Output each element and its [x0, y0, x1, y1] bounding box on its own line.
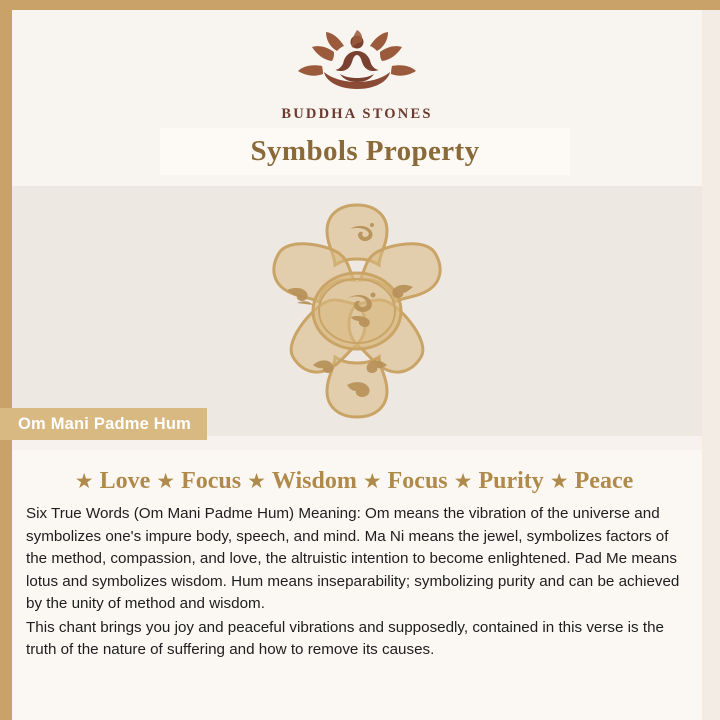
star-icon: ★ — [156, 470, 176, 493]
symbol-label-tab — [0, 408, 207, 440]
description-paragraph: Six True Words (Om Mani Padme Hum) Meaning: Om means the vibration of the universe and symbolizes one's impure body, speech, and mind. Ma Ni means the jewel, symbolizes factors of the method, compassion, and love, the altruistic intention to become enlightened. Pad Me means lotus and symbolizes wisdom. Hum means inseparability; symbolizing purity and can be achieved by the unity of method and wisdom. — [26, 505, 680, 612]
keyword-item: Love — [99, 468, 151, 494]
page-title: Symbols Property — [250, 135, 480, 167]
brand-name: BUDDHA STONES — [281, 106, 433, 122]
mandala-area — [12, 186, 702, 436]
om-mani-padme-hum-mandala-icon — [235, 195, 479, 427]
keyword-list — [26, 468, 688, 495]
description-text — [26, 503, 688, 662]
star-icon: ★ — [247, 470, 266, 493]
star-icon: ★ — [549, 470, 569, 493]
page-title-band — [160, 128, 570, 175]
star-icon: ★ — [74, 470, 94, 493]
keyword-item: Focus — [387, 468, 448, 494]
keyword-item: Peace — [574, 468, 634, 494]
brand-logo — [0, 22, 714, 123]
top-frame-band — [0, 0, 720, 10]
description-panel — [12, 450, 702, 720]
keyword-item: Focus — [181, 468, 242, 494]
star-icon: ★ — [362, 470, 382, 493]
keyword-item: Purity — [478, 468, 544, 494]
lotus-meditation-icon — [282, 22, 432, 102]
description-paragraph: This chant brings you joy and peaceful vibrations and supposedly, contained in this verse is the truth of the nature of suffering and how to remove its causes. — [26, 618, 664, 658]
star-icon: ★ — [453, 470, 473, 493]
symbol-label-text: Om Mani Padme Hum — [18, 414, 192, 433]
keyword-item: Wisdom — [271, 468, 357, 494]
